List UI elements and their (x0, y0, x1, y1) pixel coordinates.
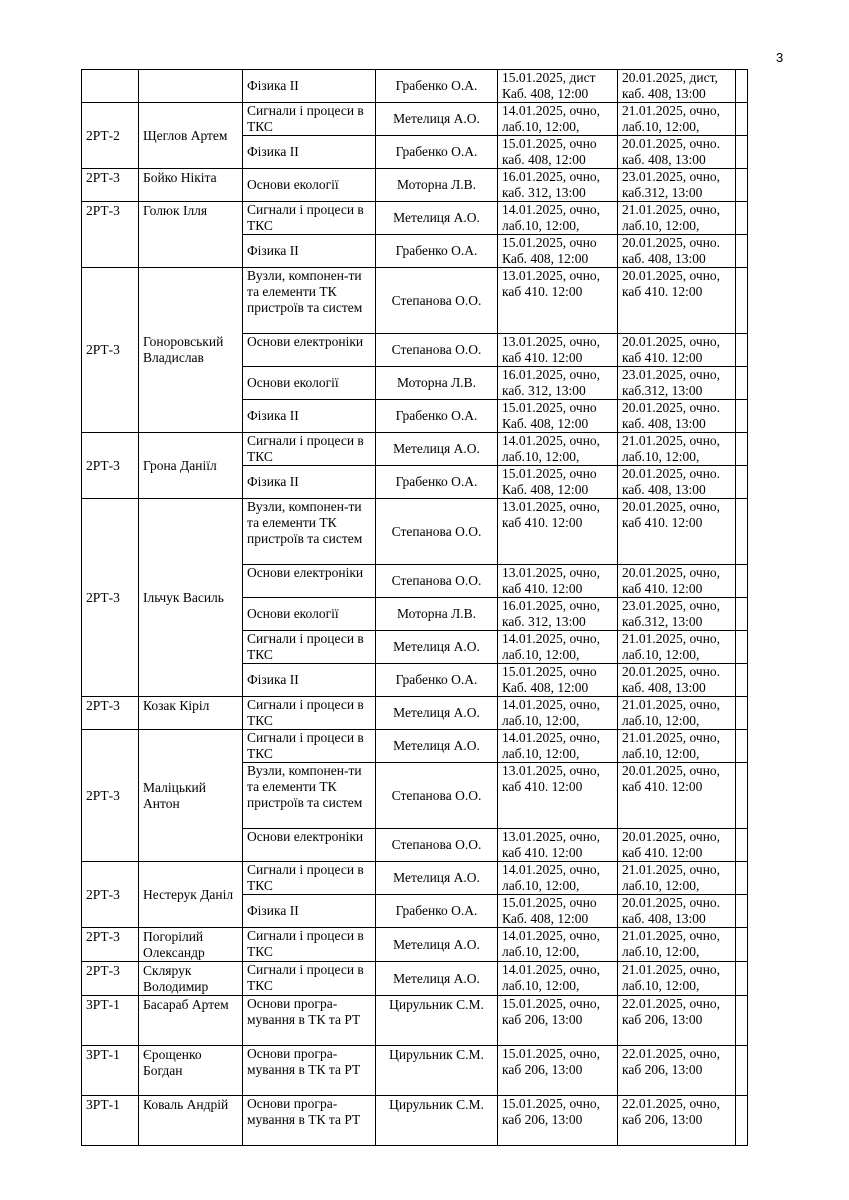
empty-cell (736, 697, 748, 730)
group-cell: 3РТ-1 (82, 1046, 139, 1096)
second-attempt-cell: 20.01.2025, очно. каб. 408, 13:00 (618, 664, 736, 697)
second-attempt-cell: 22.01.2025, очно, каб 206, 13:00 (618, 1046, 736, 1096)
subject-cell: Фізика ІІ (243, 895, 376, 928)
empty-cell (736, 1046, 748, 1096)
teacher-cell: Степанова О.О. (376, 829, 498, 862)
second-attempt-cell: 20.01.2025, очно, каб 410. 12:00 (618, 268, 736, 334)
student-name-cell: Погорілий Олександр (139, 928, 243, 962)
subject-cell: Сигнали і процеси в ТКС (243, 697, 376, 730)
empty-cell (736, 136, 748, 169)
empty-cell (736, 433, 748, 466)
student-name-cell: Маліцький Антон (139, 730, 243, 862)
empty-cell (736, 829, 748, 862)
second-attempt-cell: 21.01.2025, очно, лаб.10, 12:00, (618, 862, 736, 895)
first-attempt-cell: 15.01.2025, дист Каб. 408, 12:00 (498, 70, 618, 103)
table-row (82, 1096, 748, 1146)
first-attempt-cell: 16.01.2025, очно, каб. 312, 13:00 (498, 169, 618, 202)
table-row (82, 169, 748, 202)
student-name-cell: Басараб Артем (139, 996, 243, 1046)
empty-cell (736, 664, 748, 697)
first-attempt-cell: 15.01.2025, очно, каб 206, 13:00 (498, 996, 618, 1046)
student-name-cell: Ільчук Василь (139, 499, 243, 697)
teacher-cell: Метелиця А.О. (376, 928, 498, 962)
group-cell: 3РТ-1 (82, 996, 139, 1046)
group-cell: 2РТ-3 (82, 697, 139, 730)
teacher-cell: Степанова О.О. (376, 565, 498, 598)
subject-cell: Сигнали і процеси в ТКС (243, 103, 376, 136)
first-attempt-cell: 15.01.2025, очно Каб. 408, 12:00 (498, 400, 618, 433)
subject-cell: Сигнали і процеси в ТКС (243, 730, 376, 763)
student-name-cell: Склярук Володимир (139, 962, 243, 996)
second-attempt-cell: 20.01.2025, очно. каб. 408, 13:00 (618, 895, 736, 928)
first-attempt-cell: 14.01.2025, очно, лаб.10, 12:00, (498, 862, 618, 895)
subject-cell: Вузли, компонен-ти та елементи ТК пристроїв та систем (243, 499, 376, 565)
second-attempt-cell: 21.01.2025, очно, лаб.10, 12:00, (618, 697, 736, 730)
second-attempt-cell: 20.01.2025, очно, каб 410. 12:00 (618, 565, 736, 598)
first-attempt-cell: 15.01.2025, очно, каб 206, 13:00 (498, 1096, 618, 1146)
first-attempt-cell: 15.01.2025, очно Каб. 408, 12:00 (498, 664, 618, 697)
second-attempt-cell: 20.01.2025, очно, каб 410. 12:00 (618, 829, 736, 862)
subject-cell: Основи електроніки (243, 334, 376, 367)
empty-cell (736, 862, 748, 895)
subject-cell: Основи електроніки (243, 829, 376, 862)
first-attempt-cell: 14.01.2025, очно, лаб.10, 12:00, (498, 962, 618, 996)
first-attempt-cell: 15.01.2025, очно, каб 206, 13:00 (498, 1046, 618, 1096)
group-cell: 2РТ-3 (82, 499, 139, 697)
student-name-cell: Бойко Нікіта (139, 169, 243, 202)
teacher-cell: Грабенко О.А. (376, 235, 498, 268)
empty-cell (736, 334, 748, 367)
group-cell: 2РТ-3 (82, 962, 139, 996)
subject-cell: Основи електроніки (243, 565, 376, 598)
teacher-cell: Степанова О.О. (376, 334, 498, 367)
first-attempt-cell: 14.01.2025, очно, лаб.10, 12:00, (498, 433, 618, 466)
first-attempt-cell: 13.01.2025, очно, каб 410. 12:00 (498, 499, 618, 565)
subject-cell: Фізика ІІ (243, 466, 376, 499)
second-attempt-cell: 20.01.2025, очно. каб. 408, 13:00 (618, 136, 736, 169)
table-row (82, 1046, 748, 1096)
subject-cell: Фізика ІІ (243, 70, 376, 103)
group-cell: 2РТ-3 (82, 730, 139, 862)
first-attempt-cell: 13.01.2025, очно, каб 410. 12:00 (498, 829, 618, 862)
empty-cell (736, 466, 748, 499)
teacher-cell: Метелиця А.О. (376, 433, 498, 466)
second-attempt-cell: 23.01.2025, очно, каб.312, 13:00 (618, 169, 736, 202)
table-row (82, 70, 748, 103)
subject-cell: Сигнали і процеси в ТКС (243, 631, 376, 664)
second-attempt-cell: 21.01.2025, очно, лаб.10, 12:00, (618, 202, 736, 235)
teacher-cell: Метелиця А.О. (376, 697, 498, 730)
subject-cell: Фізика ІІ (243, 235, 376, 268)
group-cell: 2РТ-3 (82, 928, 139, 962)
group-cell: 2РТ-3 (82, 169, 139, 202)
first-attempt-cell: 14.01.2025, очно, лаб.10, 12:00, (498, 631, 618, 664)
student-name-cell: Козак Кіріл (139, 697, 243, 730)
empty-cell (736, 928, 748, 962)
empty-cell (736, 730, 748, 763)
subject-cell: Сигнали і процеси в ТКС (243, 202, 376, 235)
first-attempt-cell: 15.01.2025, очно Каб. 408, 12:00 (498, 235, 618, 268)
subject-cell: Сигнали і процеси в ТКС (243, 928, 376, 962)
empty-cell (736, 598, 748, 631)
table-row (82, 499, 748, 565)
table-row (82, 928, 748, 962)
empty-cell (736, 400, 748, 433)
exam-schedule-table (81, 69, 748, 1146)
teacher-cell: Степанова О.О. (376, 763, 498, 829)
second-attempt-cell: 20.01.2025, очно. каб. 408, 13:00 (618, 400, 736, 433)
student-name-cell: Щеглов Артем (139, 103, 243, 169)
second-attempt-cell: 21.01.2025, очно, лаб.10, 12:00, (618, 103, 736, 136)
subject-cell: Вузли, компонен-ти та елементи ТК пристроїв та систем (243, 268, 376, 334)
table-row (82, 730, 748, 763)
first-attempt-cell: 14.01.2025, очно, лаб.10, 12:00, (498, 928, 618, 962)
second-attempt-cell: 20.01.2025, очно, каб 410. 12:00 (618, 499, 736, 565)
table-row (82, 103, 748, 136)
subject-cell: Фізика ІІ (243, 136, 376, 169)
group-cell: 3РТ-1 (82, 1096, 139, 1146)
second-attempt-cell: 23.01.2025, очно, каб.312, 13:00 (618, 598, 736, 631)
subject-cell: Сигнали і процеси в ТКС (243, 962, 376, 996)
subject-cell: Основи екології (243, 367, 376, 400)
teacher-cell: Цирульник С.М. (376, 1096, 498, 1146)
first-attempt-cell: 14.01.2025, очно, лаб.10, 12:00, (498, 103, 618, 136)
subject-cell: Основи програ-мування в ТК та РТ (243, 1096, 376, 1146)
page-number: 3 (776, 50, 784, 65)
teacher-cell: Грабенко О.А. (376, 136, 498, 169)
table-row (82, 697, 748, 730)
teacher-cell: Грабенко О.А. (376, 400, 498, 433)
teacher-cell: Моторна Л.В. (376, 367, 498, 400)
empty-cell (736, 1096, 748, 1146)
second-attempt-cell: 23.01.2025, очно, каб.312, 13:00 (618, 367, 736, 400)
first-attempt-cell: 16.01.2025, очно, каб. 312, 13:00 (498, 367, 618, 400)
table-row (82, 862, 748, 895)
first-attempt-cell: 16.01.2025, очно, каб. 312, 13:00 (498, 598, 618, 631)
first-attempt-cell: 13.01.2025, очно, каб 410. 12:00 (498, 565, 618, 598)
teacher-cell: Метелиця А.О. (376, 631, 498, 664)
group-cell: 2РТ-3 (82, 202, 139, 268)
empty-cell (736, 499, 748, 565)
student-name-cell (139, 70, 243, 103)
group-cell: 2РТ-2 (82, 103, 139, 169)
teacher-cell: Грабенко О.А. (376, 70, 498, 103)
empty-cell (736, 367, 748, 400)
second-attempt-cell: 20.01.2025, дист, каб. 408, 13:00 (618, 70, 736, 103)
empty-cell (736, 268, 748, 334)
teacher-cell: Метелиця А.О. (376, 862, 498, 895)
subject-cell: Фізика ІІ (243, 400, 376, 433)
teacher-cell: Метелиця А.О. (376, 202, 498, 235)
group-cell: 2РТ-3 (82, 268, 139, 433)
student-name-cell: Гоноровський Владислав (139, 268, 243, 433)
second-attempt-cell: 20.01.2025, очно, каб 410. 12:00 (618, 334, 736, 367)
group-cell: 2РТ-3 (82, 862, 139, 928)
teacher-cell: Грабенко О.А. (376, 895, 498, 928)
first-attempt-cell: 13.01.2025, очно, каб 410. 12:00 (498, 763, 618, 829)
student-name-cell: Нестерук Даніл (139, 862, 243, 928)
first-attempt-cell: 13.01.2025, очно, каб 410. 12:00 (498, 334, 618, 367)
first-attempt-cell: 14.01.2025, очно, лаб.10, 12:00, (498, 697, 618, 730)
teacher-cell: Моторна Л.В. (376, 169, 498, 202)
table-row (82, 433, 748, 466)
table-row (82, 268, 748, 334)
subject-cell: Основи екології (243, 169, 376, 202)
empty-cell (736, 631, 748, 664)
teacher-cell: Грабенко О.А. (376, 466, 498, 499)
student-name-cell: Єрощенко Богдан (139, 1046, 243, 1096)
subject-cell: Фізика ІІ (243, 664, 376, 697)
empty-cell (736, 962, 748, 996)
second-attempt-cell: 20.01.2025, очно. каб. 408, 13:00 (618, 466, 736, 499)
teacher-cell: Цирульник С.М. (376, 996, 498, 1046)
first-attempt-cell: 15.01.2025, очно Каб. 408, 12:00 (498, 466, 618, 499)
second-attempt-cell: 21.01.2025, очно, лаб.10, 12:00, (618, 631, 736, 664)
teacher-cell: Моторна Л.В. (376, 598, 498, 631)
empty-cell (736, 235, 748, 268)
second-attempt-cell: 21.01.2025, очно, лаб.10, 12:00, (618, 433, 736, 466)
table-row (82, 202, 748, 235)
empty-cell (736, 169, 748, 202)
table-row (82, 996, 748, 1046)
student-name-cell: Голюк Ілля (139, 202, 243, 268)
teacher-cell: Степанова О.О. (376, 268, 498, 334)
teacher-cell: Цирульник С.М. (376, 1046, 498, 1096)
second-attempt-cell: 21.01.2025, очно, лаб.10, 12:00, (618, 962, 736, 996)
first-attempt-cell: 15.01.2025, очно Каб. 408, 12:00 (498, 895, 618, 928)
teacher-cell: Степанова О.О. (376, 499, 498, 565)
first-attempt-cell: 13.01.2025, очно, каб 410. 12:00 (498, 268, 618, 334)
empty-cell (736, 763, 748, 829)
first-attempt-cell: 15.01.2025, очно каб. 408, 12:00 (498, 136, 618, 169)
subject-cell: Основи програ-мування в ТК та РТ (243, 1046, 376, 1096)
first-attempt-cell: 14.01.2025, очно, лаб.10, 12:00, (498, 730, 618, 763)
empty-cell (736, 996, 748, 1046)
second-attempt-cell: 20.01.2025, очно, каб 410. 12:00 (618, 763, 736, 829)
student-name-cell: Грона Даніїл (139, 433, 243, 499)
empty-cell (736, 202, 748, 235)
empty-cell (736, 895, 748, 928)
subject-cell: Сигнали і процеси в ТКС (243, 433, 376, 466)
subject-cell: Основи екології (243, 598, 376, 631)
teacher-cell: Метелиця А.О. (376, 103, 498, 136)
teacher-cell: Грабенко О.А. (376, 664, 498, 697)
subject-cell: Вузли, компонен-ти та елементи ТК пристроїв та систем (243, 763, 376, 829)
second-attempt-cell: 21.01.2025, очно, лаб.10, 12:00, (618, 730, 736, 763)
empty-cell (736, 565, 748, 598)
group-cell (82, 70, 139, 103)
first-attempt-cell: 14.01.2025, очно, лаб.10, 12:00, (498, 202, 618, 235)
second-attempt-cell: 22.01.2025, очно, каб 206, 13:00 (618, 996, 736, 1046)
table-row (82, 962, 748, 996)
empty-cell (736, 103, 748, 136)
teacher-cell: Метелиця А.О. (376, 962, 498, 996)
second-attempt-cell: 22.01.2025, очно, каб 206, 13:00 (618, 1096, 736, 1146)
subject-cell: Основи програ-мування в ТК та РТ (243, 996, 376, 1046)
group-cell: 2РТ-3 (82, 433, 139, 499)
subject-cell: Сигнали і процеси в ТКС (243, 862, 376, 895)
empty-cell (736, 70, 748, 103)
teacher-cell: Метелиця А.О. (376, 730, 498, 763)
second-attempt-cell: 20.01.2025, очно. каб. 408, 13:00 (618, 235, 736, 268)
second-attempt-cell: 21.01.2025, очно, лаб.10, 12:00, (618, 928, 736, 962)
student-name-cell: Коваль Андрій (139, 1096, 243, 1146)
